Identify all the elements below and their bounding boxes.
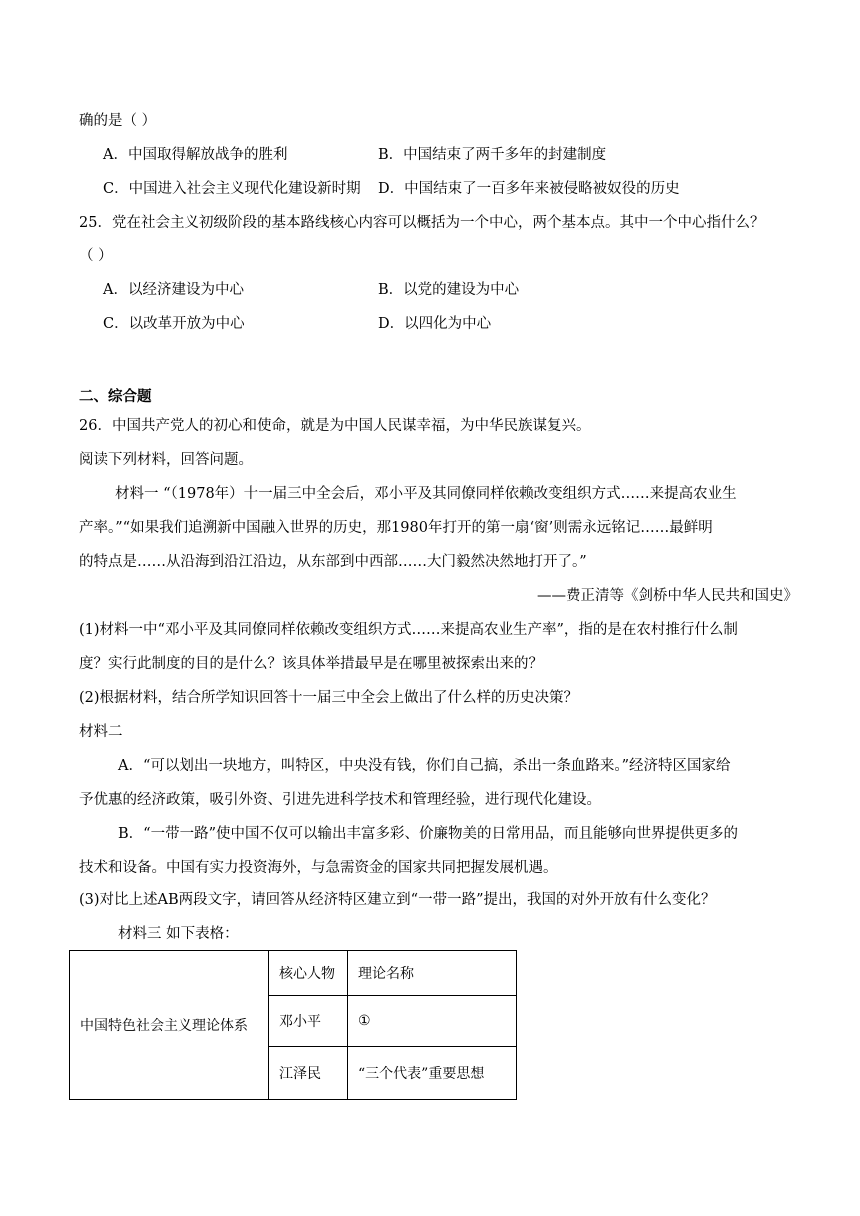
material1-line2: 产率。”“如果我们追溯新中国融入世界的历史，那1980年打开的第一扇‘窗’则需永远铭记……最鲜明 xyxy=(79,520,713,536)
q24-option-c: C．中国进入社会主义现代化建设新时期 xyxy=(103,181,361,197)
material2-b-line2: 技术和设备。中国有实力投资海外，与急需资金的国家共同把握发展机遇。 xyxy=(79,860,558,876)
subquestion-3: (3)对比上述AB两段文字，请回答从经济特区建立到“一带一路”提出，我国的对外开放有什么变化？ xyxy=(79,892,716,908)
q25-option-d: D．以四化为中心 xyxy=(378,316,492,332)
q24-option-d: D．中国结束了一百多年来被侵略被奴役的历史 xyxy=(378,181,680,197)
q25-option-b: B．以党的建设为中心 xyxy=(378,282,520,298)
material2-b-line1: B．“一带一路”使中国不仅可以输出丰富多彩、价廉物美的日常用品，而且能够向世界提供更多的 xyxy=(118,826,738,842)
material1-source: ——费正清等《剑桥中华人民共和国史》 xyxy=(537,588,798,604)
subquestion-1-line2: 度？实行此制度的目的是什么？该具体举措最早是在哪里被探索出来的？ xyxy=(79,656,543,672)
material1-line1: 材料一 “（1978年）十一届三中全会后，邓小平及其同僚同样依赖改变组织方式……来提高农业生 xyxy=(115,486,737,502)
table-cell-person: 江泽民 xyxy=(269,1047,348,1100)
q25-option-c: C．以改革开放为中心 xyxy=(103,316,245,332)
material2-a-line1: A．“可以划出一块地方，叫特区，中央没有钱，你们自己搞，杀出一条血路来。”经济特区国家给 xyxy=(118,758,731,774)
material1-line3: 的特点是……从沿海到沿江沿边，从东部到中西部……大门毅然决然地打开了。” xyxy=(79,554,587,570)
q24-tail: 确的是（ ） xyxy=(79,113,157,129)
q25-option-a: A．以经济建设为中心 xyxy=(103,282,244,298)
table-group-label: 中国特色社会主义理论体系 xyxy=(70,951,269,1100)
q26-intro: 26．中国共产党人的初心和使命，就是为中国人民谋幸福，为中华民族谋复兴。 xyxy=(79,418,591,434)
material2-title: 材料二 xyxy=(79,724,123,740)
q24-option-b: B．中国结束了两千多年的封建制度 xyxy=(378,147,607,163)
q25-paren: （ ） xyxy=(79,248,113,264)
material2-a-line2: 予优惠的经济政策，吸引外资、引进先进科学技术和管理经验，进行现代化建设。 xyxy=(79,792,601,808)
subquestion-1-line1: (1)材料一中“邓小平及其同僚同样依赖改变组织方式……来提高农业生产率”，指的是在农村推行什么制 xyxy=(79,622,738,638)
table-cell-theory-blank: ① xyxy=(348,996,517,1047)
table-header-theory: 理论名称 xyxy=(348,951,517,996)
section-title: 二、综合题 xyxy=(79,389,152,405)
table-cell-theory: “三个代表”重要思想 xyxy=(348,1047,517,1100)
q26-instruction: 阅读下列材料，回答问题。 xyxy=(79,452,253,468)
theory-table xyxy=(69,950,517,1100)
table-header-person: 核心人物 xyxy=(269,951,348,996)
table-cell-person: 邓小平 xyxy=(269,996,348,1047)
subquestion-2: (2)根据材料，结合所学知识回答十一届三中全会上做出了什么样的历史决策？ xyxy=(79,690,579,706)
material3-title: 材料三 如下表格： xyxy=(118,926,239,942)
q24-option-a: A．中国取得解放战争的胜利 xyxy=(103,147,288,163)
q25-stem: 25．党在社会主义初级阶段的基本路线核心内容可以概括为一个中心，两个基本点。其中一个中心指什么？ xyxy=(79,215,765,231)
